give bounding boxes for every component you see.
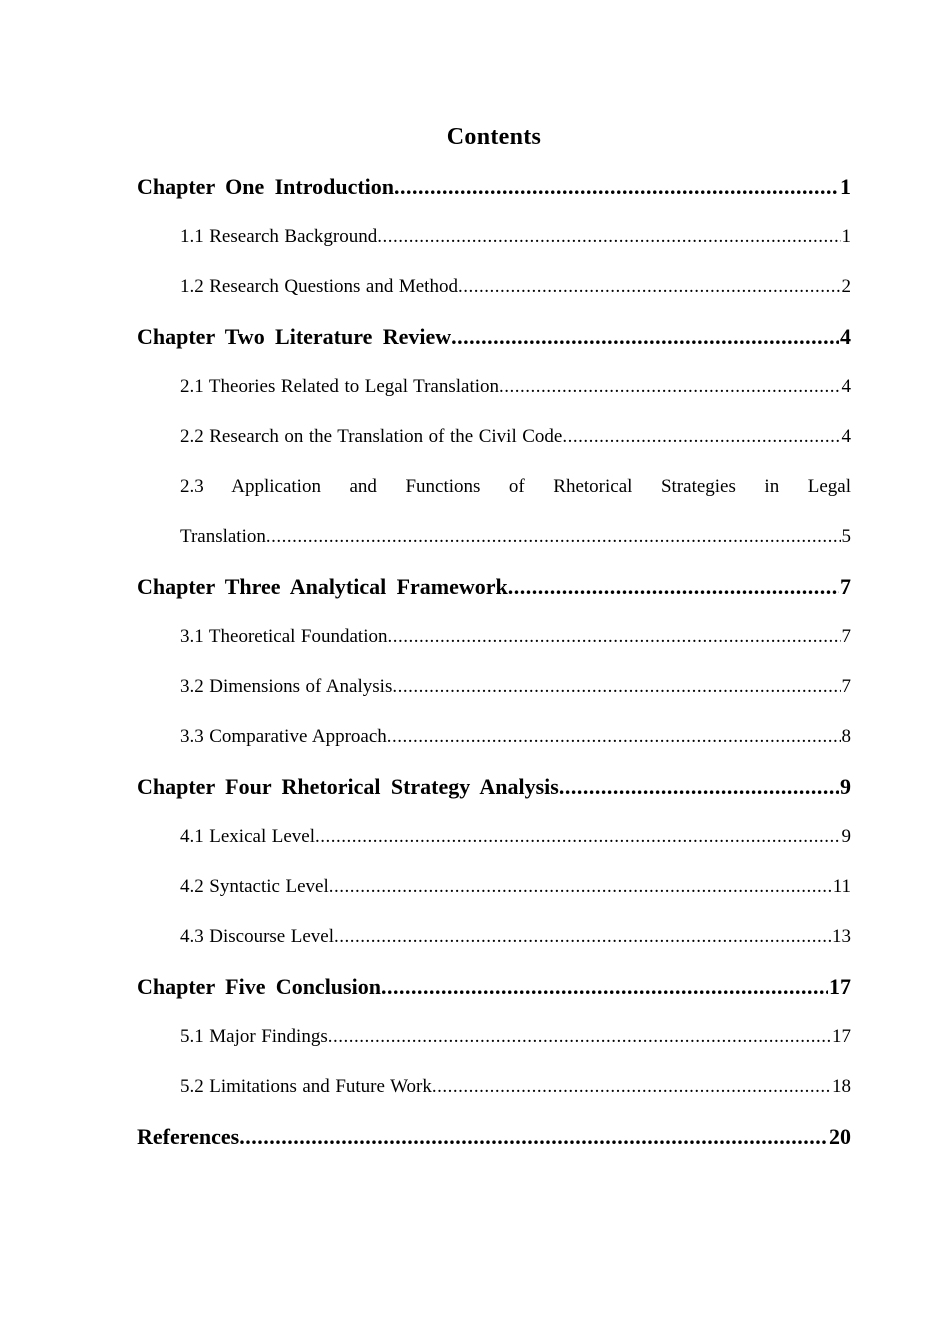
toc-entry-5-2[interactable] [137,1062,851,1112]
dot-leader [432,1062,831,1112]
toc-entry-3-2[interactable] [137,662,851,712]
toc-entry-references[interactable] [137,1112,851,1162]
toc-entry-label: 4.1 Lexical Level [180,826,315,847]
toc-entry-chapter-two[interactable] [137,312,851,362]
dot-leader [387,712,841,762]
toc-entry-label: References [137,1124,240,1149]
dot-leader [328,1012,831,1062]
toc-entry-label: 3.2 Dimensions of Analysis [180,676,393,697]
dot-leader [315,812,841,862]
toc-entry-label: Chapter Three Analytical Framework [137,574,508,599]
table-of-contents [137,162,851,1162]
toc-entry-3-1[interactable] [137,612,851,662]
toc-entry-label: 3.1 Theoretical Foundation [180,626,388,647]
page-number: 8 [841,726,851,747]
toc-entry-1-2[interactable] [137,262,851,312]
toc-entry-chapter-one[interactable] [137,162,851,212]
page-number: 1 [841,226,851,247]
toc-entry-4-3[interactable] [137,912,851,962]
page-number: 11 [832,876,851,897]
page-number: 17 [829,974,851,999]
page-number: 9 [841,826,851,847]
page-title: Contents [446,124,542,150]
toc-entry-2-2[interactable] [137,412,851,462]
dot-leader [392,662,840,712]
toc-entry-4-1[interactable] [137,812,851,862]
page-number: 18 [832,1076,851,1097]
dot-leader [451,312,839,362]
toc-entry-5-1[interactable] [137,1012,851,1062]
page-number: 20 [829,1124,851,1149]
page-number: 1 [840,174,851,199]
page-number: 13 [832,926,851,947]
page-number: 17 [832,1026,851,1047]
dot-leader [266,512,841,562]
dot-leader [334,912,831,962]
page-number: 4 [841,426,851,447]
toc-entry-chapter-four[interactable] [137,762,851,812]
toc-entry-label-line2: Translation [180,526,266,547]
toc-entry-2-3[interactable] [137,462,851,562]
toc-entry-chapter-three[interactable] [137,562,851,612]
toc-entry-chapter-five[interactable] [137,962,851,1012]
toc-entry-2-1[interactable] [137,362,851,412]
toc-entry-label: 5.1 Major Findings [180,1026,328,1047]
dot-leader [329,862,832,912]
page-number: 7 [841,676,851,697]
toc-entry-1-1[interactable] [137,212,851,262]
page-number: 4 [841,376,851,397]
page-number: 7 [840,574,851,599]
toc-entry-label: 2.1 Theories Related to Legal Translation [180,376,500,397]
toc-entry-label: 3.3 Comparative Approach [180,726,387,747]
toc-entry-label: Chapter Two Literature Review [137,324,452,349]
toc-entry-4-2[interactable] [137,862,851,912]
dot-leader [499,362,840,412]
toc-entry-label: 4.3 Discourse Level [180,926,335,947]
toc-entry-label: 1.1 Research Background [180,226,378,247]
toc-entry-label: 1.2 Research Questions and Method [180,276,458,297]
toc-entry-label: 5.2 Limitations and Future Work [180,1076,432,1097]
dot-leader [394,162,839,212]
page-number: 4 [840,324,851,349]
toc-entry-label-line1: 2.3 Application and Functions of Rhetorical Strategies in Legal [180,476,851,497]
toc-entry-label: 4.2 Syntactic Level [180,876,329,897]
page-number: 7 [841,626,851,647]
dot-leader [388,612,841,662]
dot-leader [458,262,841,312]
toc-entry-3-3[interactable] [137,712,851,762]
dot-leader [377,212,840,262]
dot-leader [559,762,839,812]
dot-leader [239,1112,828,1162]
toc-entry-label: Chapter One Introduction [137,174,395,199]
toc-entry-label: Chapter Five Conclusion [137,974,381,999]
toc-entry-label: Chapter Four Rhetorical Strategy Analysis [137,774,559,799]
dot-leader [381,962,828,1012]
page-number: 5 [841,526,851,547]
page-number: 9 [840,774,851,799]
dot-leader [508,562,839,612]
toc-entry-label: 2.2 Research on the Translation of the Civil Code [180,426,563,447]
page-number: 2 [841,276,851,297]
dot-leader [562,412,840,462]
